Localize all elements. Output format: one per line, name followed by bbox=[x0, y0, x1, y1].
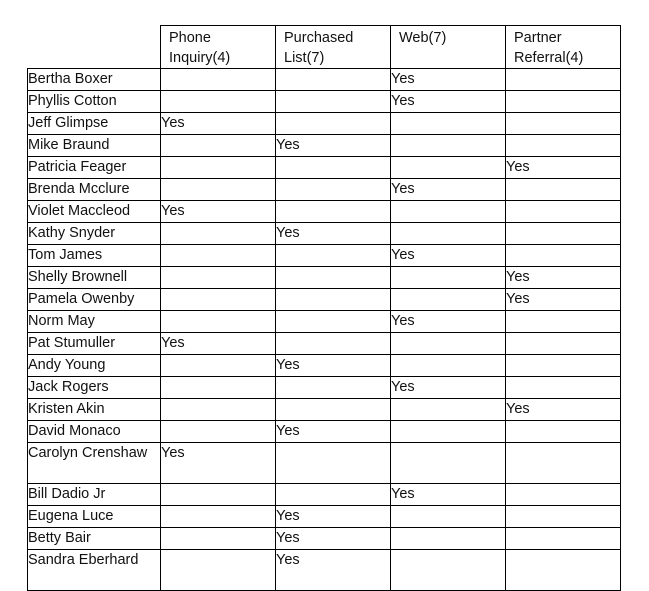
name-cell: Betty Bair bbox=[28, 528, 161, 550]
value-cell bbox=[161, 223, 276, 245]
value-cell bbox=[506, 443, 621, 484]
value-cell bbox=[276, 289, 391, 311]
value-cell bbox=[391, 333, 506, 355]
corner-cell bbox=[28, 26, 161, 69]
value-cell bbox=[276, 399, 391, 421]
value-cell bbox=[161, 289, 276, 311]
value-cell bbox=[276, 179, 391, 201]
value-cell bbox=[161, 267, 276, 289]
value-cell bbox=[161, 377, 276, 399]
value-cell: Yes bbox=[506, 267, 621, 289]
name-cell: Violet Maccleod bbox=[28, 201, 161, 223]
table-row bbox=[28, 421, 621, 443]
table-row bbox=[28, 201, 621, 223]
table-row bbox=[28, 179, 621, 201]
value-cell bbox=[506, 421, 621, 443]
table-row bbox=[28, 135, 621, 157]
name-cell: Phyllis Cotton bbox=[28, 91, 161, 113]
value-cell bbox=[391, 201, 506, 223]
value-cell bbox=[506, 550, 621, 591]
table-row bbox=[28, 289, 621, 311]
table-row bbox=[28, 506, 621, 528]
value-cell: Yes bbox=[391, 69, 506, 91]
value-cell: Yes bbox=[391, 91, 506, 113]
header-web: Web(7) bbox=[391, 26, 506, 69]
value-cell bbox=[161, 135, 276, 157]
name-cell: Kathy Snyder bbox=[28, 223, 161, 245]
value-cell bbox=[161, 91, 276, 113]
table-row bbox=[28, 528, 621, 550]
table-row bbox=[28, 355, 621, 377]
table-row bbox=[28, 443, 621, 484]
table-row bbox=[28, 113, 621, 135]
value-cell bbox=[391, 506, 506, 528]
value-cell bbox=[276, 267, 391, 289]
name-cell: Mike Braund bbox=[28, 135, 161, 157]
value-cell bbox=[161, 528, 276, 550]
value-cell: Yes bbox=[161, 113, 276, 135]
value-cell bbox=[391, 443, 506, 484]
value-cell: Yes bbox=[276, 135, 391, 157]
value-cell: Yes bbox=[276, 528, 391, 550]
value-cell bbox=[506, 91, 621, 113]
name-cell: Norm May bbox=[28, 311, 161, 333]
table-row bbox=[28, 377, 621, 399]
name-cell: Brenda Mcclure bbox=[28, 179, 161, 201]
value-cell bbox=[276, 377, 391, 399]
name-cell: Eugena Luce bbox=[28, 506, 161, 528]
table-row bbox=[28, 245, 621, 267]
value-cell: Yes bbox=[391, 311, 506, 333]
value-cell bbox=[391, 355, 506, 377]
header-phone-inquiry: Phone Inquiry(4) bbox=[161, 26, 276, 69]
value-cell bbox=[276, 484, 391, 506]
value-cell bbox=[391, 550, 506, 591]
value-cell: Yes bbox=[276, 506, 391, 528]
header-row bbox=[28, 26, 621, 69]
value-cell bbox=[161, 311, 276, 333]
value-cell: Yes bbox=[391, 245, 506, 267]
table-row bbox=[28, 333, 621, 355]
value-cell: Yes bbox=[276, 421, 391, 443]
value-cell bbox=[276, 91, 391, 113]
name-cell: Shelly Brownell bbox=[28, 267, 161, 289]
value-cell bbox=[506, 311, 621, 333]
value-cell: Yes bbox=[506, 157, 621, 179]
value-cell: Yes bbox=[391, 179, 506, 201]
value-cell bbox=[506, 506, 621, 528]
value-cell bbox=[161, 421, 276, 443]
value-cell bbox=[161, 506, 276, 528]
value-cell bbox=[506, 113, 621, 135]
value-cell bbox=[391, 528, 506, 550]
table-row bbox=[28, 91, 621, 113]
value-cell: Yes bbox=[161, 333, 276, 355]
value-cell bbox=[506, 201, 621, 223]
value-cell bbox=[161, 157, 276, 179]
value-cell: Yes bbox=[161, 201, 276, 223]
value-cell bbox=[506, 355, 621, 377]
value-cell bbox=[161, 179, 276, 201]
name-cell: Kristen Akin bbox=[28, 399, 161, 421]
name-cell: Pamela Owenby bbox=[28, 289, 161, 311]
table-row bbox=[28, 223, 621, 245]
value-cell: Yes bbox=[391, 377, 506, 399]
table-row bbox=[28, 157, 621, 179]
value-cell bbox=[161, 484, 276, 506]
name-cell: Tom James bbox=[28, 245, 161, 267]
value-cell bbox=[161, 550, 276, 591]
value-cell bbox=[276, 311, 391, 333]
table-body bbox=[28, 69, 621, 591]
table-row bbox=[28, 69, 621, 91]
table-row bbox=[28, 311, 621, 333]
value-cell bbox=[391, 223, 506, 245]
value-cell bbox=[276, 245, 391, 267]
value-cell bbox=[391, 135, 506, 157]
table-row bbox=[28, 267, 621, 289]
value-cell bbox=[276, 113, 391, 135]
value-cell bbox=[276, 157, 391, 179]
value-cell: Yes bbox=[506, 289, 621, 311]
value-cell bbox=[506, 333, 621, 355]
name-cell: David Monaco bbox=[28, 421, 161, 443]
value-cell bbox=[506, 223, 621, 245]
value-cell bbox=[506, 528, 621, 550]
value-cell bbox=[161, 399, 276, 421]
value-cell bbox=[161, 355, 276, 377]
value-cell: Yes bbox=[276, 355, 391, 377]
value-cell bbox=[506, 484, 621, 506]
value-cell bbox=[506, 377, 621, 399]
table-row bbox=[28, 550, 621, 591]
value-cell: Yes bbox=[276, 223, 391, 245]
value-cell bbox=[506, 245, 621, 267]
name-cell: Sandra Eberhard bbox=[28, 550, 161, 591]
name-cell: Jack Rogers bbox=[28, 377, 161, 399]
value-cell bbox=[276, 69, 391, 91]
name-cell: Patricia Feager bbox=[28, 157, 161, 179]
value-cell: Yes bbox=[506, 399, 621, 421]
value-cell bbox=[391, 157, 506, 179]
name-cell: Bertha Boxer bbox=[28, 69, 161, 91]
table-row bbox=[28, 484, 621, 506]
value-cell bbox=[276, 201, 391, 223]
name-cell: Jeff Glimpse bbox=[28, 113, 161, 135]
lead-source-table bbox=[27, 25, 621, 591]
value-cell bbox=[276, 443, 391, 484]
value-cell: Yes bbox=[161, 443, 276, 484]
value-cell bbox=[506, 69, 621, 91]
header-purchased-list: Purchased List(7) bbox=[276, 26, 391, 69]
name-cell: Carolyn Crenshaw bbox=[28, 443, 161, 484]
value-cell: Yes bbox=[276, 550, 391, 591]
value-cell bbox=[391, 113, 506, 135]
value-cell: Yes bbox=[391, 484, 506, 506]
value-cell bbox=[276, 333, 391, 355]
header-partner-referral: Partner Referral(4) bbox=[506, 26, 621, 69]
value-cell bbox=[161, 245, 276, 267]
value-cell bbox=[391, 399, 506, 421]
value-cell bbox=[506, 135, 621, 157]
name-cell: Bill Dadio Jr bbox=[28, 484, 161, 506]
value-cell bbox=[391, 289, 506, 311]
value-cell bbox=[161, 69, 276, 91]
name-cell: Pat Stumuller bbox=[28, 333, 161, 355]
value-cell bbox=[391, 267, 506, 289]
value-cell bbox=[506, 179, 621, 201]
name-cell: Andy Young bbox=[28, 355, 161, 377]
table-row bbox=[28, 399, 621, 421]
value-cell bbox=[391, 421, 506, 443]
